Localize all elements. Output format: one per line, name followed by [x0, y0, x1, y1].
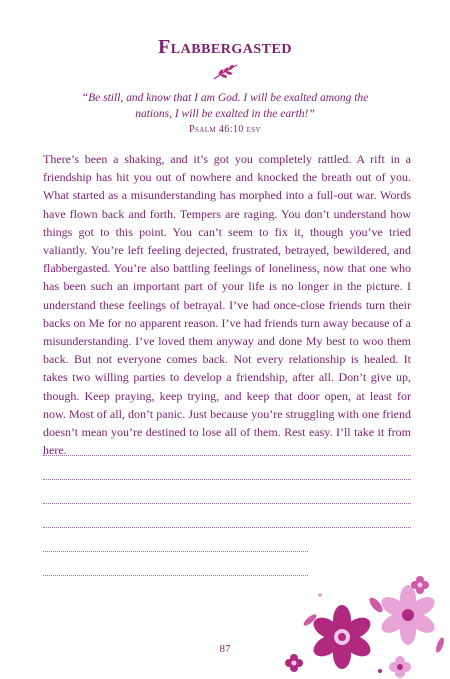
devotional-body: There’s been a shaking, and it’s got you completely rattled. A rift in a friendship has hit you out of nowhere and knocked the breath out of you. What started as a misunderstanding has morphed into a full-out war. Words have flown back and forth. Tempers are raging. You don’t understand how things got to this point. You can’t seem to fix it, though you’ve tried valiantly. You’re left feeling dejected, frustrated, betrayed, bewildered, and flabbergasted. You’re also battling feelings of loneliness, now that one who has been such an important part of your life is no longer in the picture. I understand these feelings of betrayal. I’ve had once-close friends turn their backs on Me for no apparent reason. I’ve had friends turn away because of a misunderstanding. I’ve loved them anyway and done My best to woo them back. But not everyone comes back. Not every relationship is healed. It takes two willing parties to develop a friendship, after all. Don’t give up, though. Keep praying, keep trying, and keep that door open, at least for now. Most of all, don’t panic. Just because you’re struggling with one friend doesn’t mean you’re destined to lose all of them. Rest easy. I’ll take it from here. — [43, 152, 411, 458]
journal-line[interactable] — [43, 527, 411, 528]
page-title: Flabbergasted — [158, 36, 292, 58]
scripture-quote: “Be still, and know that I am God. I will be exalted among the nations, I will be exalted in the earth!” — [81, 92, 369, 120]
page-number: 87 — [219, 643, 231, 655]
journal-line[interactable] — [43, 479, 411, 480]
journal-line[interactable] — [43, 503, 411, 504]
flower-cluster-icon — [280, 575, 450, 679]
journal-line[interactable] — [43, 551, 308, 552]
journal-line[interactable] — [43, 455, 411, 456]
journal-line[interactable] — [43, 575, 308, 576]
leaf-sprig-icon — [210, 62, 240, 82]
scripture-reference: Psalm 46:10 esv — [188, 124, 261, 135]
